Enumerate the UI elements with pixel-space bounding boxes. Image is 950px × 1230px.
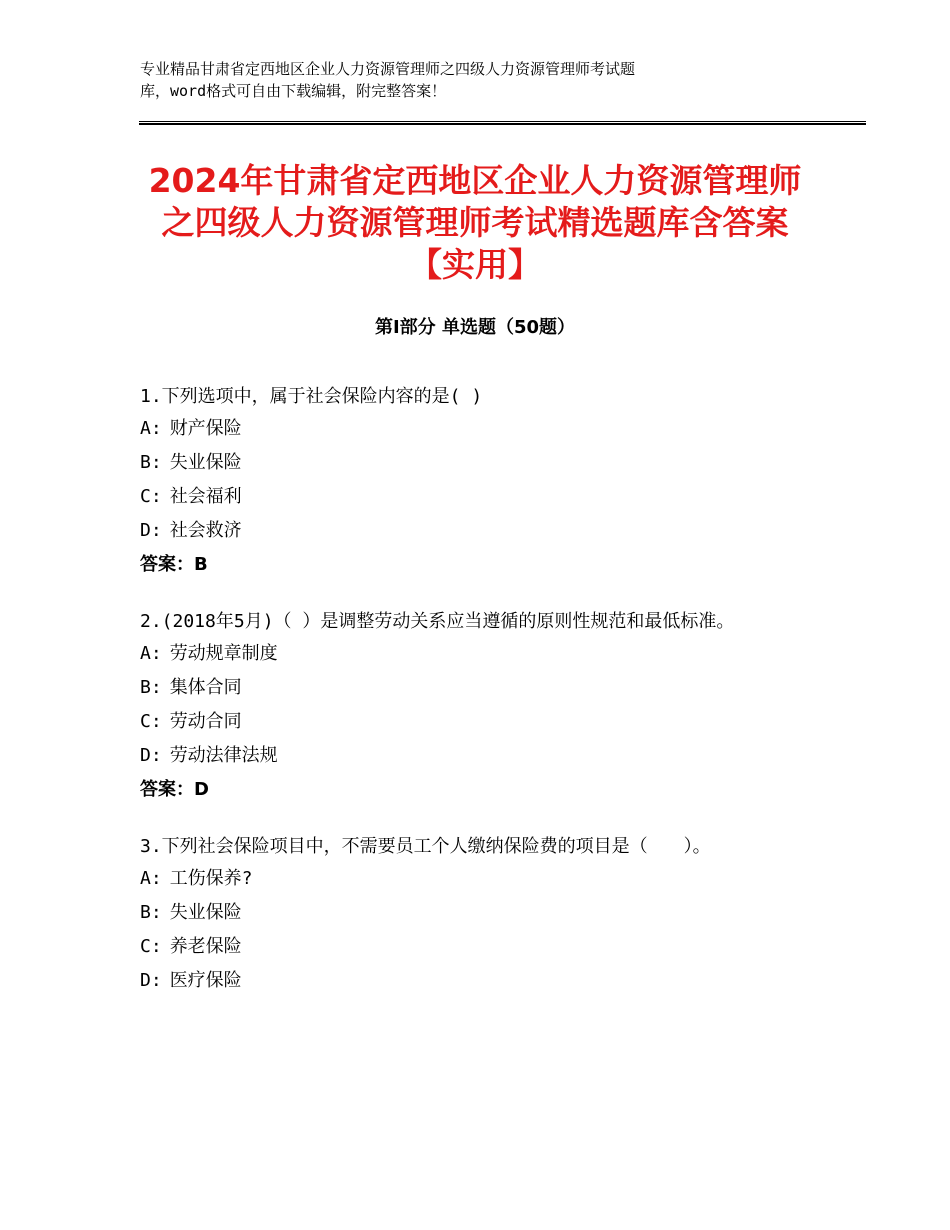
option-text: 集体合同 xyxy=(169,677,242,698)
header-line-2: 库，word格式可自由下载编辑，附完整答案！ xyxy=(140,82,447,100)
option-a xyxy=(140,637,830,671)
header-line-1: 专业精品甘肃省定西地区企业人力资源管理师之四级人力资源管理师考试题 xyxy=(140,60,636,78)
option-key: C: xyxy=(140,711,162,732)
question-stem: 3.下列社会保险项目中，不需要员工个人缴纳保险费的项目是（ ）。 xyxy=(140,836,711,857)
question-3 xyxy=(140,832,830,998)
question-list xyxy=(140,382,830,1023)
option-key: C: xyxy=(140,486,162,507)
page-header xyxy=(140,58,820,102)
answer-line: 答案：B xyxy=(140,554,208,575)
option-b xyxy=(140,896,830,930)
option-key: A: xyxy=(140,643,162,664)
option-text: 工伤保养? xyxy=(169,868,253,889)
option-text: 社会福利 xyxy=(169,486,242,507)
title-line-2: 之四级人力资源管理师考试精选题库含答案 xyxy=(161,203,789,242)
option-a xyxy=(140,862,830,896)
option-text: 社会救济 xyxy=(169,520,242,541)
title-line-1: 2024年甘肃省定西地区企业人力资源管理师 xyxy=(148,161,802,200)
option-key: A: xyxy=(140,418,162,439)
option-key: D: xyxy=(140,970,162,991)
option-text: 失业保险 xyxy=(169,452,242,473)
option-d xyxy=(140,514,830,548)
option-key: D: xyxy=(140,520,162,541)
option-text: 劳动规章制度 xyxy=(169,643,278,664)
option-key: B: xyxy=(140,677,162,698)
header-rule xyxy=(139,121,866,125)
title-line-3: 【实用】 xyxy=(409,245,541,284)
option-b xyxy=(140,671,830,705)
option-text: 医疗保险 xyxy=(169,970,242,991)
option-d xyxy=(140,964,830,998)
option-key: A: xyxy=(140,868,162,889)
option-key: C: xyxy=(140,936,162,957)
question-2 xyxy=(140,607,830,807)
answer-line: 答案：D xyxy=(140,779,209,800)
option-text: 劳动法律法规 xyxy=(169,745,278,766)
section-heading: 第Ⅰ部分 单选题（50题） xyxy=(374,317,575,338)
question-1 xyxy=(140,382,830,582)
option-c xyxy=(140,930,830,964)
option-key: D: xyxy=(140,745,162,766)
document-title xyxy=(100,160,850,286)
option-text: 财产保险 xyxy=(169,418,242,439)
option-d xyxy=(140,739,830,773)
question-stem: 2.(2018年5月)（ ）是调整劳动关系应当遵循的原则性规范和最低标准。 xyxy=(140,611,735,632)
option-a xyxy=(140,412,830,446)
option-key: B: xyxy=(140,452,162,473)
option-text: 劳动合同 xyxy=(169,711,242,732)
question-stem: 1.下列选项中，属于社会保险内容的是( ) xyxy=(140,386,483,407)
option-c xyxy=(140,480,830,514)
option-key: B: xyxy=(140,902,162,923)
option-text: 养老保险 xyxy=(169,936,242,957)
option-text: 失业保险 xyxy=(169,902,242,923)
option-b xyxy=(140,446,830,480)
option-c xyxy=(140,705,830,739)
